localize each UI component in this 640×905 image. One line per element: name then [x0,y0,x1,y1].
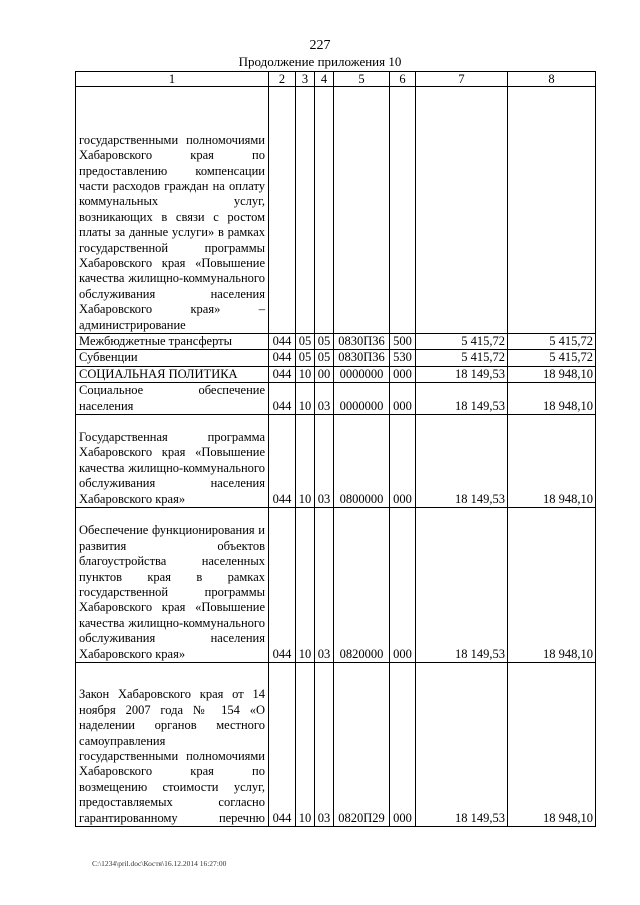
column-header-2: 2 [269,72,296,87]
cell-target-article: 0000000 [334,383,390,415]
cell-amount-2: 5 415,72 [508,334,596,350]
column-header-3: 3 [296,72,315,87]
cell-section: 10 [296,508,315,663]
cell-amount-1: 18 149,53 [416,366,508,382]
continuation-title: Продолжение приложения 10 [238,54,402,69]
row-name: государственными полномочиями Хабаровского края по предоставлению компенсации части расходов граждан на оплату коммунальных услуг, возникающих в связи с ростом платы за данные услуги» в рамках государственной программы Хабаровского края «Повышение качества жилищно-коммунального обслуживания населения Хабаровского края» – администрирование [76,87,269,334]
cell-target-article: 0830П36 [334,350,390,366]
cell-expense-type: 530 [390,350,416,366]
cell-subsection: 03 [315,663,334,827]
cell-section: 10 [296,663,315,827]
cell-target-article: 0000000 [334,366,390,382]
column-header-5: 5 [334,72,390,87]
cell-admin: 044 [269,663,296,827]
row-name: Межбюджетные трансферты [76,334,269,350]
cell-amount-2: 5 415,72 [508,350,596,366]
cell-section [296,87,315,334]
table-header-row [76,72,596,87]
cell-expense-type: 500 [390,334,416,350]
cell-amount-2 [508,87,596,334]
column-header-4: 4 [315,72,334,87]
row-name: Субвенции [76,350,269,366]
cell-section: 05 [296,350,315,366]
cell-admin: 044 [269,415,296,508]
cell-subsection: 03 [315,383,334,415]
table-row [76,383,596,415]
row-name: Обеспечение функционирования и развития объектов благоустройства населенных пунктов края в рамках государственной программы Хабаровского края «Повышение качества жилищно-коммунального обслуживания населения Хабаровского края» [76,508,269,663]
cell-section: 10 [296,366,315,382]
table-row [76,508,596,663]
cell-amount-2: 18 948,10 [508,366,596,382]
cell-target-article [334,87,390,334]
cell-amount-1: 5 415,72 [416,334,508,350]
cell-expense-type: 000 [390,663,416,827]
row-name: Государственная программа Хабаровского края «Повышение качества жилищно-коммунального обслуживания населения Хабаровского края» [76,415,269,508]
column-header-6: 6 [390,72,416,87]
cell-target-article: 0800000 [334,415,390,508]
cell-target-article: 0820000 [334,508,390,663]
cell-admin: 044 [269,383,296,415]
cell-amount-2: 18 948,10 [508,663,596,827]
cell-subsection: 03 [315,508,334,663]
table-row [76,87,596,334]
cell-amount-2: 18 948,10 [508,383,596,415]
cell-expense-type [390,87,416,334]
cell-admin [269,87,296,334]
cell-amount-2: 18 948,10 [508,415,596,508]
cell-amount-1 [416,87,508,334]
row-name: СОЦИАЛЬНАЯ ПОЛИТИКА [76,366,269,382]
cell-admin: 044 [269,366,296,382]
column-header-1: 1 [76,72,269,87]
cell-amount-1: 18 149,53 [416,383,508,415]
file-path-footer: C:\1234\pril.doc\Костя\16.12.2014 16:27:00 [92,859,227,868]
table-row [76,334,596,350]
cell-amount-2: 18 948,10 [508,508,596,663]
cell-admin: 044 [269,350,296,366]
cell-section: 10 [296,415,315,508]
cell-amount-1: 18 149,53 [416,415,508,508]
cell-subsection: 00 [315,366,334,382]
column-header-7: 7 [416,72,508,87]
cell-admin: 044 [269,508,296,663]
cell-admin: 044 [269,334,296,350]
cell-expense-type: 000 [390,415,416,508]
budget-table [75,71,596,827]
cell-amount-1: 18 149,53 [416,663,508,827]
cell-subsection: 05 [315,350,334,366]
page-number: 227 [309,38,331,53]
cell-expense-type: 000 [390,508,416,663]
cell-amount-1: 5 415,72 [416,350,508,366]
cell-section: 05 [296,334,315,350]
row-name: Закон Хабаровского края от 14 ноября 2007 года № 154 «О наделении органов местного самоуправления государственными полномочиями Хабаровского края по возмещению стоимости услуг, предоставляемых согласно гарантированному перечню [76,663,269,827]
cell-amount-1: 18 149,53 [416,508,508,663]
cell-section: 10 [296,383,315,415]
table-row [76,350,596,366]
cell-expense-type: 000 [390,366,416,382]
table-row [76,663,596,827]
cell-target-article: 0820П29 [334,663,390,827]
cell-expense-type: 000 [390,383,416,415]
cell-subsection: 03 [315,415,334,508]
cell-subsection: 05 [315,334,334,350]
table-row [76,415,596,508]
column-header-8: 8 [508,72,596,87]
cell-subsection [315,87,334,334]
row-name: Социальное обеспечение населения [76,383,269,415]
table-row [76,366,596,382]
cell-target-article: 0830П36 [334,334,390,350]
